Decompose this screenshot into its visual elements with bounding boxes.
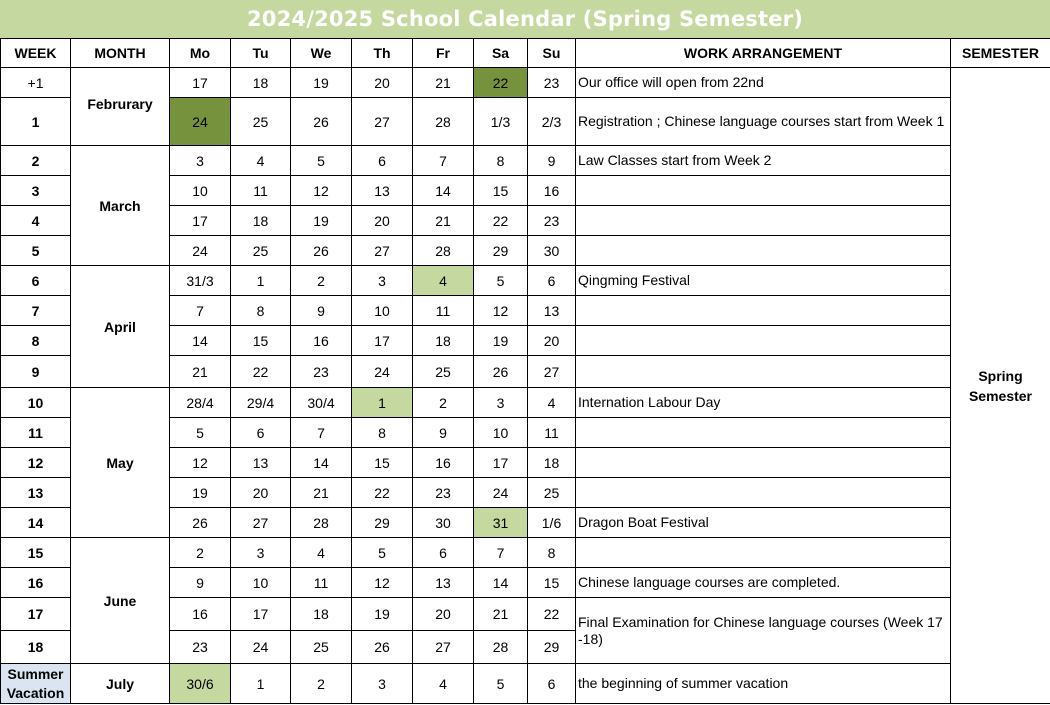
work-arrangement-cell [576,326,951,356]
tuesday-header: Tu [231,39,291,68]
day-cell: 3 [474,388,528,418]
day-cell: 1/6 [528,508,576,538]
week-cell: 18 [1,631,71,664]
day-cell: 14 [170,326,231,356]
work-arrangement-cell: Law Classes start from Week 2 [576,146,951,176]
day-cell: 28 [291,508,352,538]
day-cell: 22 [474,206,528,236]
day-cell: 4 [231,146,291,176]
week-cell: 3 [1,176,71,206]
work-arrangement-cell: Our office will open from 22nd [576,68,951,98]
header-row [1,39,1050,68]
day-cell: 9 [528,146,576,176]
day-cell: 27 [231,508,291,538]
day-cell: 1/3 [474,98,528,146]
work-arrangement-cell: Chinese language courses are completed. [576,568,951,598]
work-arrangement-cell [576,418,951,448]
week-cell: +1 [1,68,71,98]
month-cell-feb: Februrary [71,68,170,146]
day-cell: 16 [528,176,576,206]
week-cell-summer-vacation: Summer Vacation [1,664,71,704]
day-cell: 3 [352,266,413,296]
day-cell: 25 [528,478,576,508]
day-cell: 28 [474,631,528,664]
day-cell: 22 [528,598,576,631]
day-cell: 2 [291,664,352,704]
week-cell: 9 [1,356,71,388]
day-cell: 23 [413,478,474,508]
work-arrangement-cell [576,478,951,508]
day-cell: 19 [352,598,413,631]
day-cell: 8 [474,146,528,176]
week-cell: 1 [1,98,71,146]
day-cell: 11 [231,176,291,206]
day-cell: 24 [170,236,231,266]
week-cell: 10 [1,388,71,418]
day-cell: 4 [528,388,576,418]
work-arrangement-cell [576,356,951,388]
day-cell: 20 [413,598,474,631]
day-cell: 26 [474,356,528,388]
table-row [1,388,1050,418]
day-cell: 27 [413,631,474,664]
work-arrangement-cell: Final Examination for Chinese language courses (Week 17 -18) [576,598,951,664]
work-arrangement-cell [576,176,951,206]
day-cell: 22 [231,356,291,388]
day-cell: 11 [528,418,576,448]
day-cell: 17 [170,68,231,98]
work-arrangement-cell: the beginning of summer vacation [576,664,951,704]
day-cell: 3 [352,664,413,704]
day-cell: 25 [413,356,474,388]
day-cell: 11 [291,568,352,598]
month-cell-mar: March [71,146,170,266]
day-cell: 6 [528,266,576,296]
day-cell: 27 [352,98,413,146]
day-cell: 5 [291,146,352,176]
day-cell: 13 [413,568,474,598]
day-cell-holiday: 30/6 [170,664,231,704]
day-cell: 30/4 [291,388,352,418]
day-cell: 12 [474,296,528,326]
day-cell: 18 [231,206,291,236]
day-cell: 6 [352,146,413,176]
day-cell: 5 [170,418,231,448]
week-cell: 7 [1,296,71,326]
week-cell: 12 [1,448,71,478]
day-cell: 24 [474,478,528,508]
day-cell: 7 [291,418,352,448]
day-cell: 24 [352,356,413,388]
work-arrangement-cell [576,448,951,478]
day-cell: 2/3 [528,98,576,146]
day-cell: 18 [231,68,291,98]
day-cell: 19 [474,326,528,356]
day-cell-holiday: 1 [352,388,413,418]
week-cell: 16 [1,568,71,598]
day-cell: 18 [413,326,474,356]
wednesday-header: We [291,39,352,68]
week-cell: 4 [1,206,71,236]
friday-header: Fr [413,39,474,68]
day-cell-holiday: 31 [474,508,528,538]
week-header: WEEK [1,39,71,68]
day-cell: 1 [231,664,291,704]
day-cell: 22 [352,478,413,508]
day-cell: 13 [231,448,291,478]
day-cell: 19 [170,478,231,508]
day-cell: 10 [170,176,231,206]
day-cell: 20 [352,206,413,236]
day-cell: 27 [528,356,576,388]
work-arrangement-cell [576,206,951,236]
day-cell: 25 [291,631,352,664]
work-arrangement-header: WORK ARRANGEMENT [576,39,951,68]
thursday-header: Th [352,39,413,68]
semester-cell: Spring Semester [951,68,1050,704]
day-cell: 28 [413,98,474,146]
day-cell: 2 [291,266,352,296]
page-title: 2024/2025 School Calendar (Spring Semester) [0,0,1050,38]
day-cell: 14 [291,448,352,478]
day-cell: 21 [291,478,352,508]
sunday-header: Su [528,39,576,68]
saturday-header: Sa [474,39,528,68]
table-row [1,266,1050,296]
day-cell: 9 [170,568,231,598]
day-cell: 8 [528,538,576,568]
day-cell: 28/4 [170,388,231,418]
day-cell: 13 [528,296,576,326]
day-cell: 5 [474,664,528,704]
day-cell: 16 [170,598,231,631]
day-cell: 13 [352,176,413,206]
day-cell: 25 [231,98,291,146]
week-cell: 11 [1,418,71,448]
week-cell: 14 [1,508,71,538]
day-cell: 11 [413,296,474,326]
day-cell: 7 [170,296,231,326]
week-cell: 6 [1,266,71,296]
day-cell: 31/3 [170,266,231,296]
day-cell: 29/4 [231,388,291,418]
day-cell: 1 [231,266,291,296]
day-cell: 25 [231,236,291,266]
day-cell: 9 [413,418,474,448]
work-arrangement-cell: Dragon Boat Festival [576,508,951,538]
week-cell: 8 [1,326,71,356]
week-cell: 17 [1,598,71,631]
day-cell: 30 [528,236,576,266]
day-cell: 23 [528,68,576,98]
work-arrangement-cell: Internation Labour Day [576,388,951,418]
day-cell: 7 [474,538,528,568]
day-cell: 6 [231,418,291,448]
week-cell: 2 [1,146,71,176]
day-cell: 15 [528,568,576,598]
day-cell: 23 [291,356,352,388]
day-cell: 16 [291,326,352,356]
day-cell: 14 [413,176,474,206]
day-cell: 3 [170,146,231,176]
semester-header: SEMESTER [951,39,1050,68]
day-cell: 15 [231,326,291,356]
calendar-table [0,38,1050,704]
day-cell: 26 [291,98,352,146]
day-cell: 18 [291,598,352,631]
week-cell: 13 [1,478,71,508]
day-cell: 2 [170,538,231,568]
table-row [1,68,1050,98]
day-cell: 17 [231,598,291,631]
day-cell: 6 [413,538,474,568]
work-arrangement-cell [576,296,951,326]
day-cell-highlight: 22 [474,68,528,98]
day-cell: 14 [474,568,528,598]
day-cell: 26 [291,236,352,266]
day-cell: 19 [291,68,352,98]
day-cell: 26 [352,631,413,664]
day-cell: 10 [352,296,413,326]
day-cell: 21 [474,598,528,631]
day-cell: 21 [413,68,474,98]
day-cell: 29 [352,508,413,538]
day-cell: 29 [528,631,576,664]
day-cell: 20 [528,326,576,356]
day-cell: 8 [352,418,413,448]
day-cell: 17 [352,326,413,356]
day-cell: 20 [231,478,291,508]
week-cell: 15 [1,538,71,568]
day-cell: 3 [231,538,291,568]
day-cell: 27 [352,236,413,266]
day-cell: 28 [413,236,474,266]
table-row [1,538,1050,568]
day-cell: 4 [413,664,474,704]
month-cell-jun: June [71,538,170,664]
day-cell: 12 [352,568,413,598]
day-cell: 10 [231,568,291,598]
work-arrangement-cell [576,538,951,568]
day-cell: 26 [170,508,231,538]
day-cell: 12 [291,176,352,206]
day-cell: 20 [352,68,413,98]
month-cell-jul: July [71,664,170,704]
day-cell: 21 [170,356,231,388]
work-arrangement-cell: Registration ; Chinese language courses start from Week 1 [576,98,951,146]
day-cell-holiday: 4 [413,266,474,296]
day-cell: 4 [291,538,352,568]
day-cell: 23 [170,631,231,664]
day-cell: 9 [291,296,352,326]
work-arrangement-cell: Qingming Festival [576,266,951,296]
day-cell: 30 [413,508,474,538]
day-cell: 18 [528,448,576,478]
day-cell: 16 [413,448,474,478]
day-cell: 5 [474,266,528,296]
monday-header: Mo [170,39,231,68]
day-cell: 8 [231,296,291,326]
day-cell: 7 [413,146,474,176]
day-cell: 24 [231,631,291,664]
table-row [1,146,1050,176]
month-header: MONTH [71,39,170,68]
month-cell-may: May [71,388,170,538]
month-cell-apr: April [71,266,170,388]
day-cell: 17 [170,206,231,236]
day-cell: 23 [528,206,576,236]
week-cell: 5 [1,236,71,266]
work-arrangement-cell [576,236,951,266]
table-row [1,664,1050,704]
day-cell-highlight: 24 [170,98,231,146]
day-cell: 17 [474,448,528,478]
day-cell: 21 [413,206,474,236]
day-cell: 15 [474,176,528,206]
day-cell: 10 [474,418,528,448]
day-cell: 29 [474,236,528,266]
day-cell: 6 [528,664,576,704]
day-cell: 5 [352,538,413,568]
day-cell: 2 [413,388,474,418]
day-cell: 12 [170,448,231,478]
day-cell: 15 [352,448,413,478]
day-cell: 19 [291,206,352,236]
